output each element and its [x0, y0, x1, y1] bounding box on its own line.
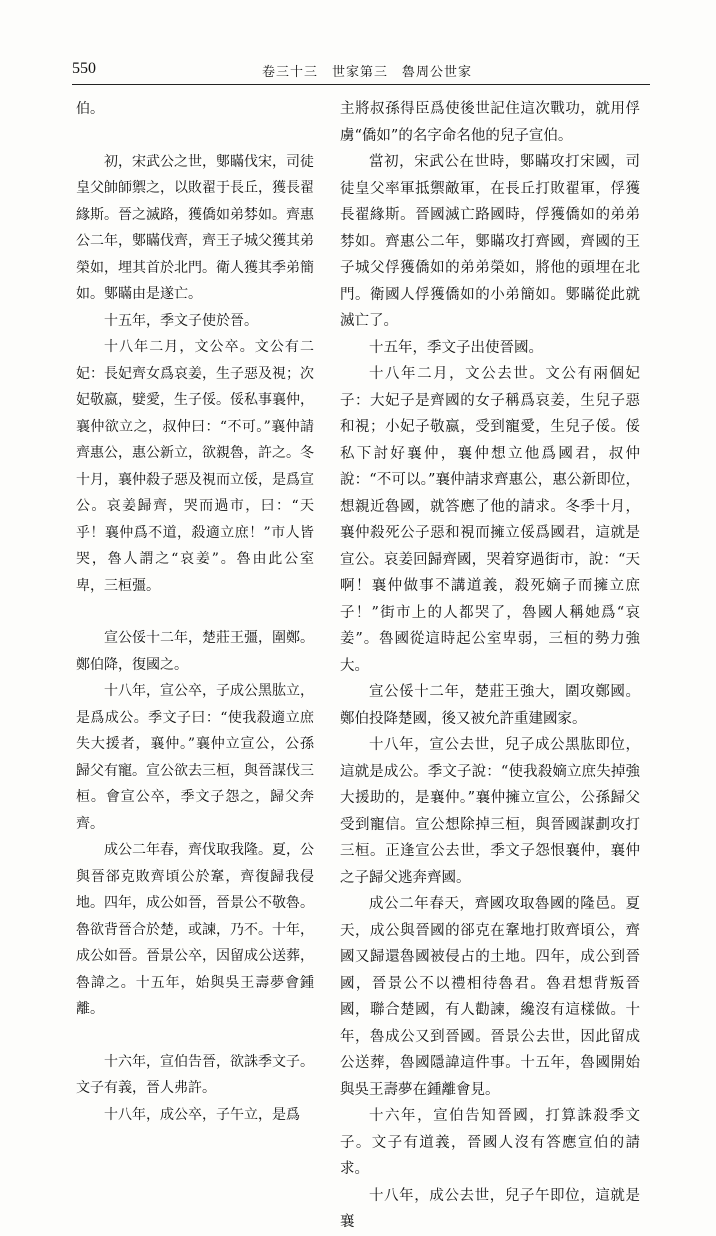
page-number: 550 [72, 60, 96, 77]
paragraph: 十八年，宣公卒，子成公黑肱立，是爲成公。季文子曰：“使我殺適立庶失大援者，襄仲。”襄仲立宣公，公孫歸父有寵。宣公欲去三桓，與晉謀伐三桓。會宣公卒，季文子怨之，歸父奔齊。 [76, 683, 314, 832]
paragraph: 成公二年春，齊伐取我隆。夏，公與晉郤克敗齊頃公於鞌，齊復歸我侵地。四年，成公如晉，晉景公不敬魯。魯欲背晉合於楚，或諫，乃不。十年，成公如晉。晉景公卒，因留成公送葬，魯諱之。十五年，始與吳王壽夢會鍾離。 [76, 842, 314, 1017]
paragraph: 十八年二月，文公卒。文公有二妃：長妃齊女爲哀姜，生子惡及視；次妃敬嬴，嬖愛，生子俀。俀私事襄仲，襄仲欲立之，叔仲曰：“不可。”襄仲請齊惠公，惠公新立，欲親魯，許之。冬十月，襄仲殺子惡及視而立俀，是爲宣公。哀姜歸齊，哭而過市，曰：“天乎！襄仲爲不道，殺適立庶！”市人皆哭，魯人謂之“哀姜”。魯由此公室卑，三桓彊。 [76, 339, 314, 594]
paragraph: 十八年，成公去世，兒子午即位，這就是襄 [340, 1187, 640, 1230]
paragraph: 十五年，季文子出使晉國。 [369, 339, 543, 356]
paragraph: 十八年，成公卒，子午立，是爲 [104, 1106, 300, 1123]
paragraph: 當初，宋武公在世時，鄋瞞攻打宋國，司徒皇父率軍抵禦敵軍，在長丘打敗翟軍，俘獲長翟緣斯。晉國滅亡路國時，俘獲僑如的弟弟棼如。齊惠公二年，鄋瞞攻打齊國，齊國的王子城父俘獲僑如的弟弟榮如，將他的頭埋在北門。衛國人俘獲僑如的小弟簡如。鄋瞞從此就滅亡了。 [340, 154, 640, 329]
paragraph: 十五年，季文子使於晉。 [104, 312, 258, 329]
paragraph: 宣公俀十二年，楚莊王彊，圍鄭。鄭伯降，復國之。 [76, 630, 314, 673]
paragraph: 宣公俀十二年，楚莊王強大，圍攻鄭國。鄭伯投降楚國，後又被允許重建國家。 [340, 684, 640, 727]
page-header [72, 58, 650, 85]
right-column [340, 96, 640, 1236]
running-head: 卷三十三 世家第三 魯周公世家 [262, 65, 473, 80]
left-column [76, 96, 314, 1128]
paragraph: 成公二年春天，齊國攻取魯國的隆邑。夏天，成公與晉國的郤克在鞌地打敗齊頃公，齊國又歸還魯國被侵占的土地。四年，成公到晉國，晉景公不以禮相待魯君。魯君想背叛晉國，聯合楚國，有人勸諫，纔沒有這樣做。十年，魯成公又到晉國。晉景公去世，因此留成公送葬，魯國隱諱這件事。十五年，魯國開始與吳王壽夢在鍾離會見。 [340, 896, 640, 1098]
paragraph: 伯。 [76, 101, 104, 117]
paragraph: 初，宋武公之世，鄋瞞伐宋，司徒皇父帥師禦之，以敗翟于長丘，獲長翟緣斯。晉之滅路，獲僑如弟棼如。齊惠公二年，鄋瞞伐齊，齊王子城父獲其弟榮如，埋其首於北門。衛人獲其季弟簡如。鄋瞞由是遂亡。 [76, 153, 314, 302]
paragraph: 主將叔孫得臣爲使後世記住這次戰功，就用俘虜“僑如”的名字命名他的兒子宣伯。 [340, 101, 640, 144]
paragraph: 十八年二月，文公去世。文公有兩個妃子：大妃子是齊國的女子稱爲哀姜，生兒子惡和視；小妃子敬嬴，受到寵愛，生兒子俀。俀私下討好襄仲，襄仲想立他爲國君，叔仲說：“不可以。”襄仲請求齊惠公，惠公新即位，想親近魯國，就答應了他的請求。冬季十月，襄仲殺死公子惡和視而擁立俀爲國君，這就是宣公。哀姜回歸齊國，哭着穿過街市，說：“天啊！襄仲做事不講道義，殺死嫡子而擁立庶子！”街市上的人都哭了，魯國人稱她爲“哀姜”。魯國從這時起公室卑弱，三桓的勢力強大。 [340, 366, 640, 674]
paragraph: 十六年，宣伯告知晉國，打算誅殺季文子。文子有道義，晉國人沒有答應宣伯的請求。 [340, 1108, 640, 1177]
paragraph: 十八年，宣公去世，兒子成公黑肱即位，這就是成公。季文子說：“使我殺嫡立庶失掉強大援助的，是襄仲。”襄仲擁立宣公，公孫歸父受到寵信。宣公想除掉三桓，與晉國謀劃攻打三桓。正逢宣公去世，季文子怨恨襄仲，襄仲之子歸父逃奔齊國。 [340, 737, 640, 886]
paragraph: 十六年，宣伯告晉，欲誅季文子。文子有義，晉人弗許。 [76, 1053, 314, 1096]
